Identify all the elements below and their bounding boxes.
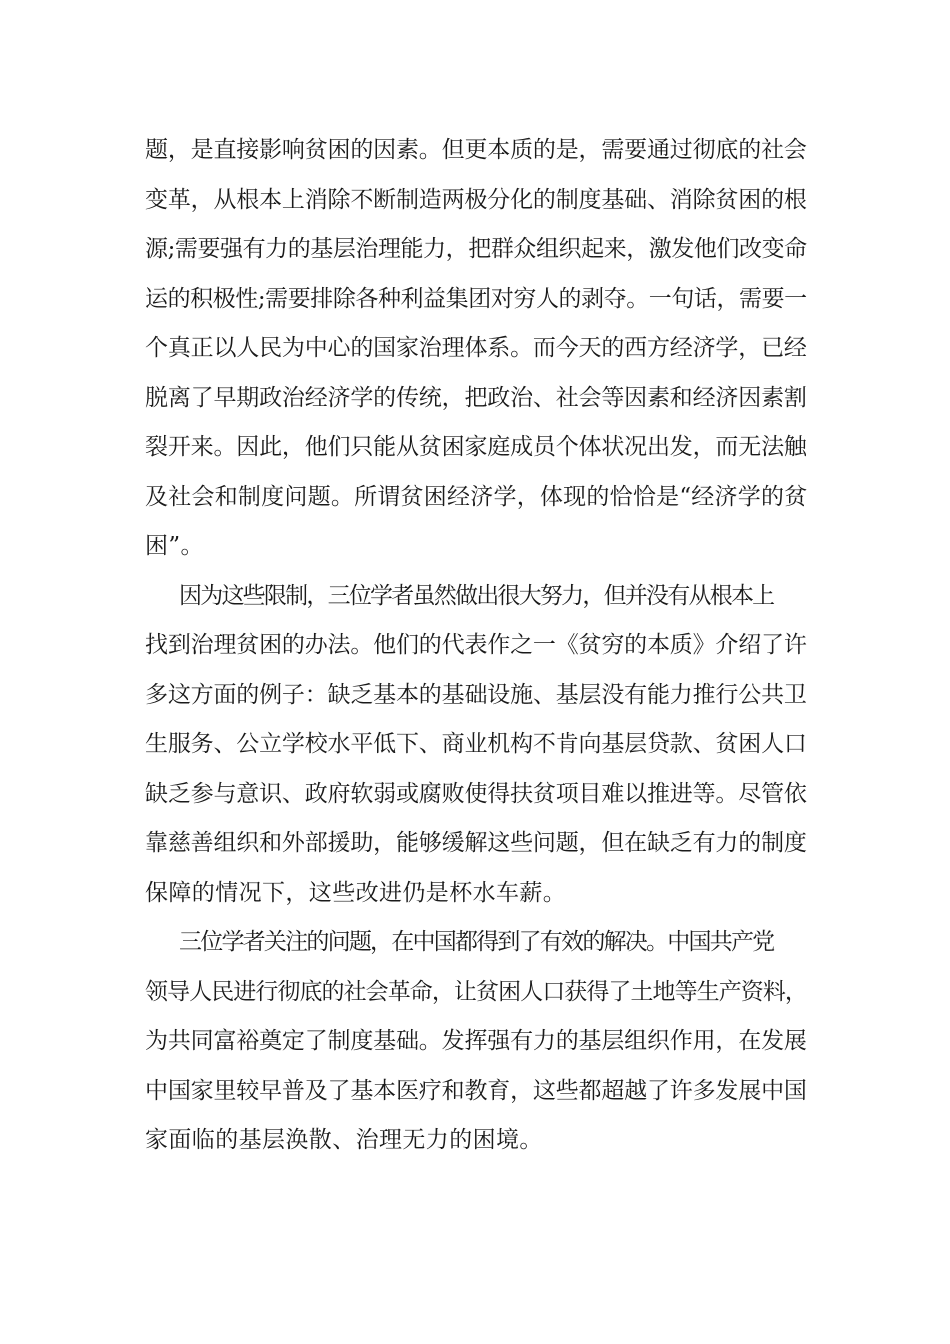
text-line: 靠慈善组织和外部援助，能够缓解这些问题，但在缺乏有力的制度 <box>145 830 807 856</box>
text-line: 找到治理贫困的办法。他们的代表作之一《贫穷的本质》介绍了许 <box>145 632 807 658</box>
text-line: 缺乏参与意识、政府软弱或腐败使得扶贫项目难以推进等。尽管依 <box>145 780 807 807</box>
text-line: 题，是直接影响贫困的因素。但更本质的是，需要通过彻底的社会 <box>145 137 807 163</box>
text-line: 领导人民进行彻底的社会革命，让贫困人口获得了土地等生产资料， <box>145 978 808 1005</box>
text-line: 运的积极性;需要排除各种利益集团对穷人的剥夺。一句话，需要一 <box>145 285 807 312</box>
text-line: 中国家里较早普及了基本医疗和教育，这些都超越了许多发展中国 <box>145 1077 807 1104</box>
text-line: 裂开来。因此，他们只能从贫困家庭成员个体状况出发，而无法触 <box>145 434 807 460</box>
text-line: 家面临的基层涣散、治理无力的困境。 <box>145 1127 543 1153</box>
text-line: 生服务、公立学校水平低下、商业机构不肯向基层贷款、贫困人口 <box>145 731 807 757</box>
text-line: 为共同富裕奠定了制度基础。发挥强有力的基层组织作用，在发展 <box>145 1028 807 1054</box>
text-line: 脱离了早期政治经济学的传统，把政治、社会等因素和经济因素割 <box>145 384 807 411</box>
text-line: 保障的情况下，这些改进仍是杯水车薪。 <box>145 879 567 906</box>
text-line: 多这方面的例子：缺乏基本的基础设施、基层没有能力推行公共卫 <box>145 681 807 708</box>
text-line: 变革，从根本上消除不断制造两极分化的制度基础、消除贫困的根 <box>145 186 807 213</box>
text-line: 因为这些限制，三位学者虽然做出很大努力，但并没有从根本上 <box>179 582 774 609</box>
text-line: 及社会和制度问题。所谓贫困经济学，体现的恰恰是“经济学的贫 <box>145 483 808 510</box>
text-line: 个真正以人民为中心的国家治理体系。而今天的西方经济学，已经 <box>145 335 807 361</box>
text-line: 困”。 <box>145 533 204 559</box>
text-line: 三位学者关注的问题，在中国都得到了有效的解决。中国共产党 <box>179 929 774 955</box>
text-line: 源;需要强有力的基层治理能力，把群众组织起来，激发他们改变命 <box>145 236 807 262</box>
document-body <box>145 126 810 1166</box>
